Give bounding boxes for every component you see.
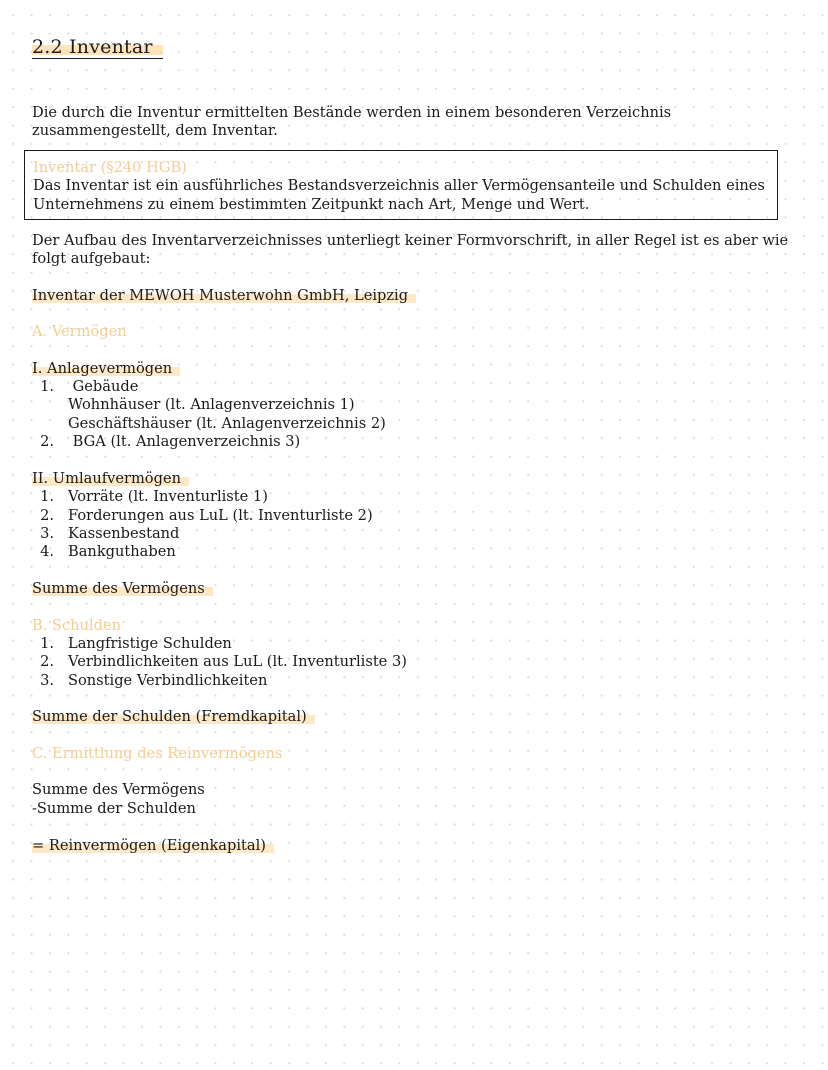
calc-line-1: Summe des Vermögens [32,781,205,798]
list-item: 1. Gebäude [40,378,139,395]
inventar-title: Inventar der MEWOH Musterwohn GmbH, Leipzig [32,287,416,305]
definition-title: Inventar (§240 HGB) [33,159,187,176]
list-item: 3. Sonstige Verbindlichkeiten [40,672,268,689]
list-item: 2. Forderungen aus LuL (lt. Inventurliste 2) [40,507,373,524]
page-title: 2.2 Inventar [32,36,163,59]
list-item: 2. Verbindlichkeiten aus LuL (lt. Inventurliste 3) [40,653,407,670]
definition-line-2: Unternehmens zu einem bestimmten Zeitpunkt nach Art, Menge und Wert. [33,195,590,213]
list-item: 1. Vorräte (lt. Inventurliste 1) [40,488,268,505]
summe-schulden: Summe der Schulden (Fremdkapital) [32,708,315,726]
structure-intro: Der Aufbau des Inventarverzeichnisses unterliegt keiner Formvorschrift, in aller Regel ist es aber wie folgt aufgebaut: [32,232,789,268]
sub-list-item: Geschäftshäuser (lt. Anlagenverzeichnis 2) [68,415,386,432]
anlagevermoegen-heading: I. Anlagevermögen [32,360,180,378]
summe-vermoegen: Summe des Vermögens [32,580,213,598]
intro-paragraph: Die durch die Inventur ermittelten Bestände werden in einem besonderen Verzeichnis zusammengestellt, dem Inventar. [32,104,672,140]
calc-line-2: -Summe der Schulden [32,800,196,817]
section-a-heading: A. Vermögen [32,323,127,340]
list-item: 4. Bankguthaben [40,543,176,560]
section-b-heading: B. Schulden [32,617,122,634]
result-line: = Reinvermögen (Eigenkapital) [32,837,274,855]
definition-box [24,150,778,220]
list-item: 2. BGA (lt. Anlagenverzeichnis 3) [40,433,301,450]
section-c-heading: C. Ermittlung des Reinvermögens [32,745,283,762]
sub-list-item: Wohnhäuser (lt. Anlagenverzeichnis 1) [68,396,355,413]
definition-line-1: Das Inventar ist ein ausführliches Bestandsverzeichnis aller Vermögensanteile und Schulden eines [33,177,765,195]
list-item: 1. Langfristige Schulden [40,635,232,652]
umlaufvermoegen-heading: II. Umlaufvermögen [32,470,189,488]
list-item: 3. Kassenbestand [40,525,180,542]
